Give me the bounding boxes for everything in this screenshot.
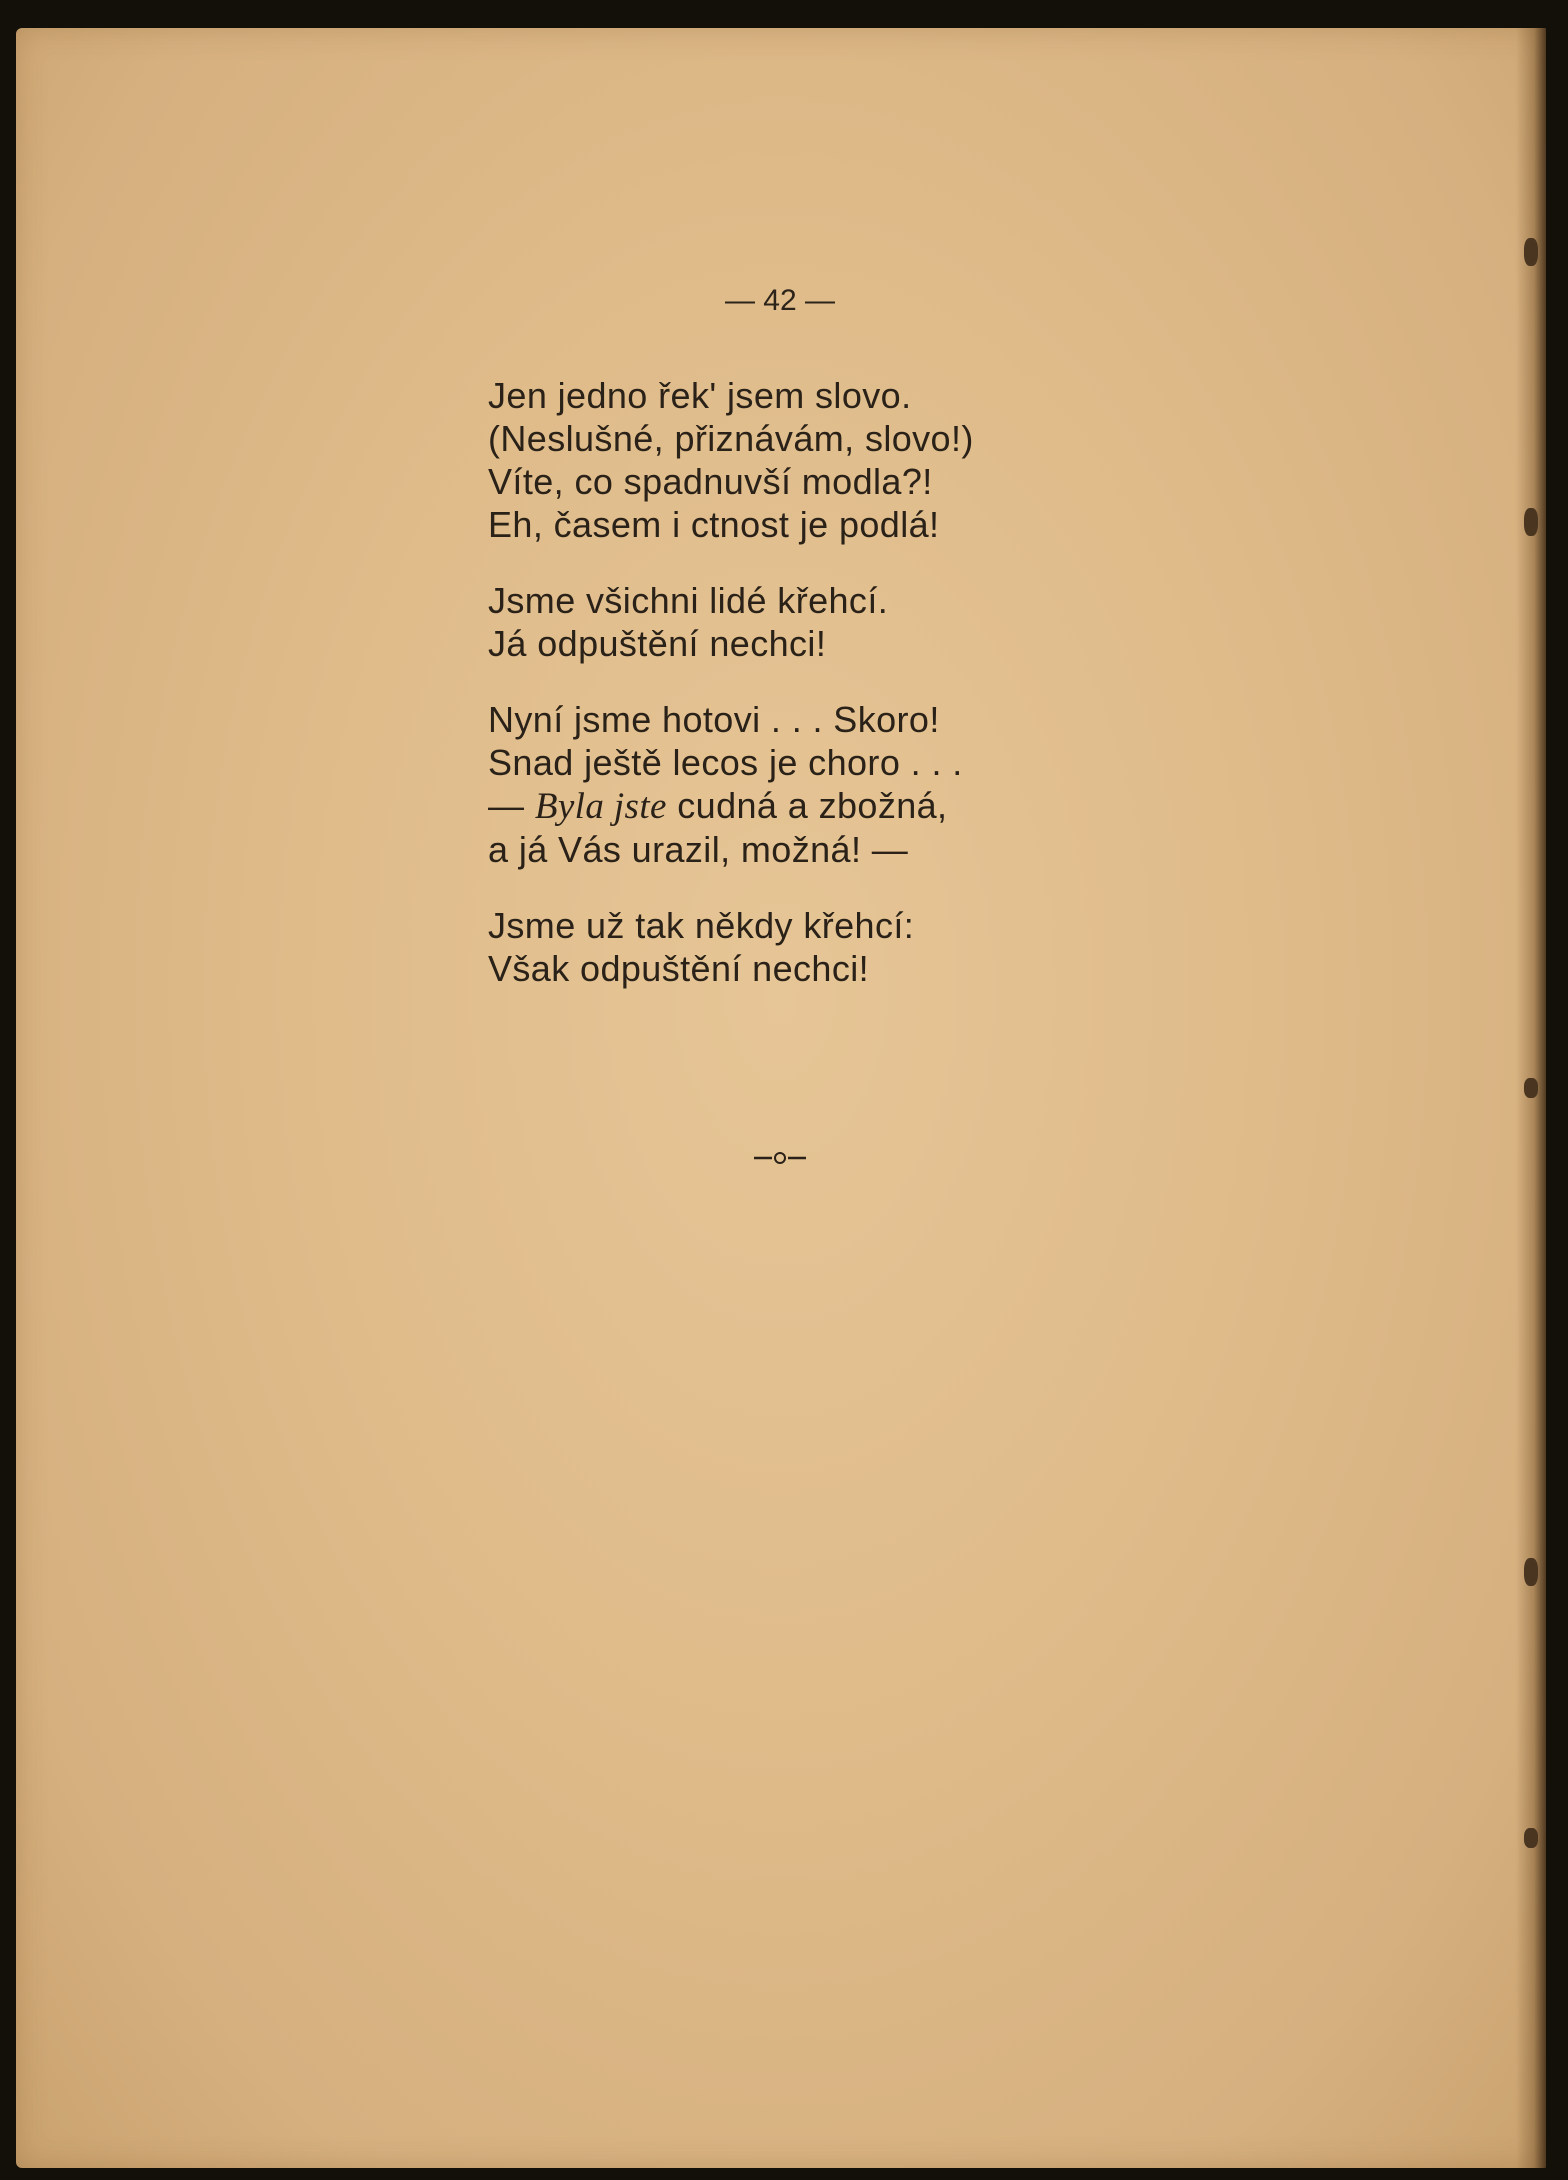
binding-thread-mark — [1524, 1828, 1538, 1848]
poem-line: (Neslušné, přiznávám, slovo!) — [488, 418, 974, 459]
poem-line: Víte, co spadnuvší modla?! — [488, 461, 933, 502]
stanza — [488, 698, 974, 871]
binding-thread-mark — [1524, 1558, 1538, 1586]
poem-line: Jsme už tak někdy křehcí: — [488, 905, 915, 946]
poem-line: Jsme všichni lidé křehcí. — [488, 580, 889, 621]
poem-line-with-italic — [488, 784, 974, 828]
poem-line: Však odpuštění nechci! — [488, 948, 870, 989]
binding-thread-mark — [1524, 508, 1538, 536]
line-prefix: — — [488, 785, 535, 826]
stanza — [488, 579, 974, 665]
poem-body — [488, 374, 974, 1023]
italic-phrase: Byla jste — [534, 786, 667, 827]
binding-thread-mark — [1524, 1078, 1538, 1098]
poem-line: Snad ještě lecos je choro . . . — [488, 742, 963, 783]
poem-line: Jen jedno řek' jsem slovo. — [488, 375, 912, 416]
stanza — [488, 374, 974, 546]
poem-line: a já Vás urazil, možná! — — [488, 829, 909, 870]
end-ornament-icon — [752, 1150, 808, 1166]
page-number: — 42 — — [724, 284, 836, 317]
book-page — [16, 28, 1546, 2168]
poem-line: Já odpuštění nechci! — [488, 623, 827, 664]
poem-line: Eh, časem i ctnost je podlá! — [488, 504, 940, 545]
line-suffix: cudná a zbožná, — [666, 785, 948, 826]
poem-line: Nyní jsme hotovi . . . Skoro! — [488, 699, 940, 740]
stanza — [488, 904, 974, 990]
binding-thread-mark — [1524, 238, 1538, 266]
